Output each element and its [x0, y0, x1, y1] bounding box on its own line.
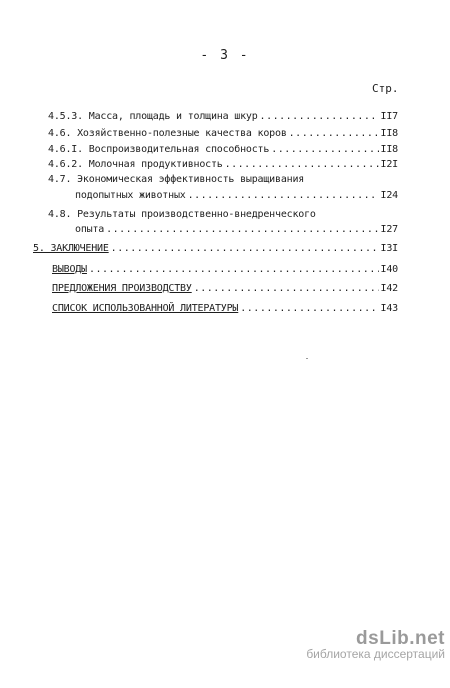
toc-entry-page: I27	[380, 224, 398, 235]
page-number: - 3 -	[200, 48, 250, 63]
toc-leader-dots	[260, 110, 379, 123]
toc-entry-text: 4.6.2. Молочная продуктивность	[48, 159, 223, 170]
toc-entry-conclusion	[33, 242, 398, 255]
toc-leader-dots	[240, 302, 378, 315]
toc-entry-text: 5. ЗАКЛЮЧЕНИЕ	[33, 243, 109, 254]
toc-entry-page: I2I	[380, 159, 398, 170]
toc-entry-text: ПРЕДЛОЖЕНИЯ ПРОИЗВОДСТВУ	[52, 283, 192, 294]
toc-entry-4-6-2	[48, 158, 398, 171]
column-header-pages: Стр.	[372, 82, 399, 95]
toc-entry-text: ВЫВОДЫ	[52, 264, 87, 275]
watermark-logo: dsLib.net	[356, 628, 445, 649]
toc-entry-page: I42	[380, 283, 398, 294]
toc-entry-page: II7	[380, 111, 398, 122]
toc-entry-page: II8	[380, 144, 398, 155]
toc-entry-page: II8	[380, 128, 398, 139]
toc-entry-4-5-3	[48, 110, 398, 123]
toc-entry-text: 4.6. Хозяйственно-полезные качества коров	[48, 128, 287, 139]
watermark	[290, 628, 445, 661]
toc-leader-dots	[289, 127, 379, 140]
toc-entry-conclusions	[52, 263, 398, 276]
toc-entry-page: I40	[380, 264, 398, 275]
toc-leader-dots	[225, 158, 379, 171]
toc-entry-text: 4.5.3. Масса, площадь и толщина шкур	[48, 111, 258, 122]
toc-entry-text: СПИСОК ИСПОЛЬЗОВАННОЙ ЛИТЕРАТУРЫ	[52, 303, 239, 314]
toc-leader-dots	[194, 282, 379, 295]
toc-entry-proposals	[52, 282, 398, 295]
toc-entry-4-6-1	[48, 143, 398, 156]
toc-leader-dots	[89, 263, 379, 276]
scan-speck	[306, 358, 308, 359]
toc-entry-4-7-line1: 4.7. Экономическая эффективность выращивания	[48, 174, 305, 185]
toc-entry-text: опыта	[75, 224, 105, 235]
toc-entry-4-7	[75, 189, 398, 202]
toc-leader-dots	[188, 189, 379, 202]
toc-leader-dots	[271, 143, 378, 156]
toc-entry-4-6	[48, 127, 398, 140]
toc-entry-references	[52, 302, 398, 315]
toc-leader-dots	[106, 223, 378, 236]
watermark-subtitle: библиотека диссертаций	[306, 647, 445, 661]
toc-leader-dots	[111, 242, 379, 255]
toc-entry-4-8-line1: 4.8. Результаты производственно-внедренческого	[48, 209, 316, 220]
toc-entry-page: I24	[380, 190, 398, 201]
toc-entry-text: 4.6.I. Воспроизводительная способность	[48, 144, 270, 155]
toc-entry-4-8	[75, 223, 398, 236]
toc-entry-page: I3I	[380, 243, 398, 254]
toc-entry-page: I43	[380, 303, 398, 314]
toc-entry-text: подопытных животных	[75, 190, 186, 201]
